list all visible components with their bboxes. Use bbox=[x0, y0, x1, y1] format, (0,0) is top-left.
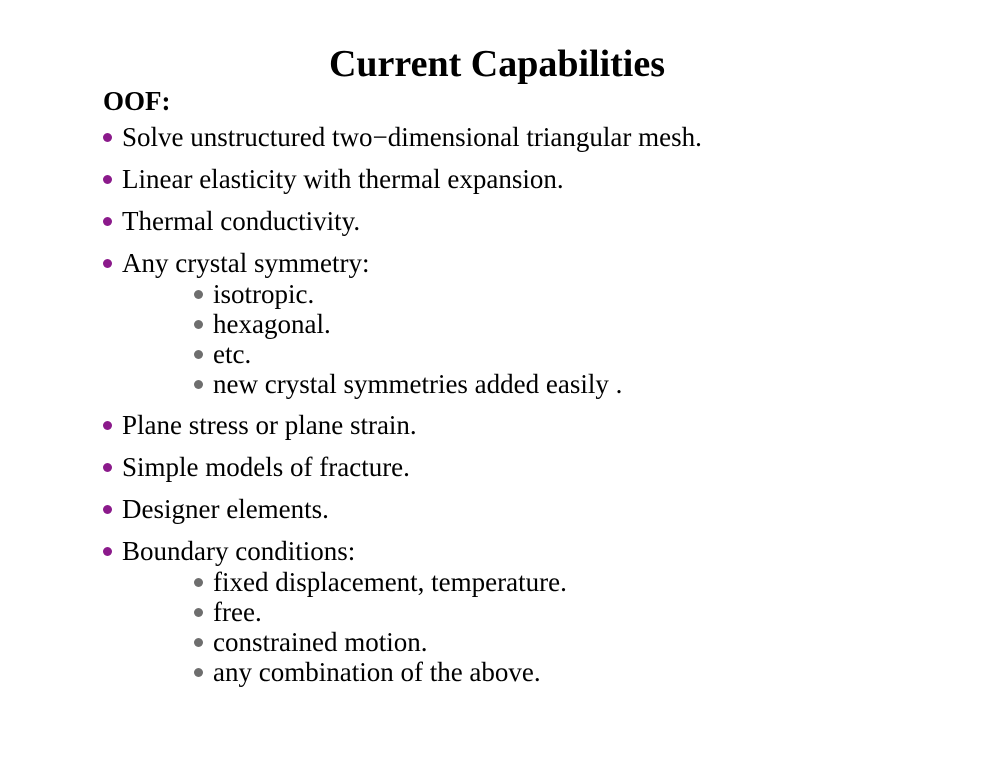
bullet-item bbox=[103, 121, 963, 153]
bullet-text: Any crystal symmetry: bbox=[122, 248, 370, 278]
sub-bullet-item bbox=[194, 279, 963, 309]
bullet-text: Plane stress or plane strain. bbox=[122, 410, 417, 440]
bullet-row bbox=[103, 535, 963, 567]
bullet-row bbox=[103, 451, 963, 483]
bullet-text: Boundary conditions: bbox=[122, 536, 356, 566]
bullet-text: Thermal conductivity. bbox=[122, 206, 361, 236]
sub-bullet-item bbox=[194, 339, 963, 369]
section-label: OOF: bbox=[103, 86, 171, 116]
bullet-row bbox=[103, 121, 963, 153]
bullet-row bbox=[103, 493, 963, 525]
sub-bullet-item bbox=[194, 657, 963, 687]
sub-bullet-text: any combination of the above. bbox=[213, 657, 541, 687]
bullet-dot-icon bbox=[103, 133, 112, 142]
bullet-text: Designer elements. bbox=[122, 494, 329, 524]
sub-bullet-text: hexagonal. bbox=[213, 309, 331, 339]
bullet-row bbox=[103, 409, 963, 441]
bullet-row bbox=[103, 205, 963, 237]
sub-bullet-dot-icon bbox=[194, 320, 203, 329]
bullet-dot-icon bbox=[103, 547, 112, 556]
sub-bullet-dot-icon bbox=[194, 638, 203, 647]
sub-bullet-item bbox=[194, 597, 963, 627]
sub-bullet-item bbox=[194, 627, 963, 657]
bullet-dot-icon bbox=[103, 217, 112, 226]
bullet-item bbox=[103, 409, 963, 441]
bullet-list bbox=[103, 121, 963, 697]
bullet-dot-icon bbox=[103, 175, 112, 184]
bullet-item bbox=[103, 493, 963, 525]
sub-bullet-dot-icon bbox=[194, 290, 203, 299]
sub-bullet-item bbox=[194, 369, 963, 399]
bullet-dot-icon bbox=[103, 259, 112, 268]
sub-bullet-list bbox=[103, 567, 963, 687]
bullet-dot-icon bbox=[103, 505, 112, 514]
sub-bullet-text: constrained motion. bbox=[213, 627, 428, 657]
sub-bullet-item bbox=[194, 309, 963, 339]
sub-bullet-text: isotropic. bbox=[213, 279, 315, 309]
sub-bullet-text: new crystal symmetries added easily . bbox=[213, 369, 623, 399]
bullet-row bbox=[103, 247, 963, 279]
bullet-item bbox=[103, 535, 963, 687]
slide-title: Current Capabilities bbox=[328, 43, 666, 85]
sub-bullet-list bbox=[103, 279, 963, 399]
bullet-item bbox=[103, 451, 963, 483]
bullet-dot-icon bbox=[103, 421, 112, 430]
sub-bullet-dot-icon bbox=[194, 350, 203, 359]
sub-bullet-dot-icon bbox=[194, 668, 203, 677]
sub-bullet-dot-icon bbox=[194, 578, 203, 587]
bullet-dot-icon bbox=[103, 463, 112, 472]
bullet-item bbox=[103, 205, 963, 237]
sub-bullet-dot-icon bbox=[194, 608, 203, 617]
sub-bullet-text: fixed displacement, temperature. bbox=[213, 567, 567, 597]
sub-bullet-text: free. bbox=[213, 597, 262, 627]
sub-bullet-item bbox=[194, 567, 963, 597]
sub-bullet-text: etc. bbox=[213, 339, 252, 369]
bullet-item bbox=[103, 163, 963, 195]
bullet-row bbox=[103, 163, 963, 195]
bullet-text: Simple models of fracture. bbox=[122, 452, 410, 482]
bullet-text: Solve unstructured two−dimensional triangular mesh. bbox=[122, 122, 702, 152]
bullet-text: Linear elasticity with thermal expansion. bbox=[122, 164, 564, 194]
bullet-item bbox=[103, 247, 963, 399]
sub-bullet-dot-icon bbox=[194, 380, 203, 389]
